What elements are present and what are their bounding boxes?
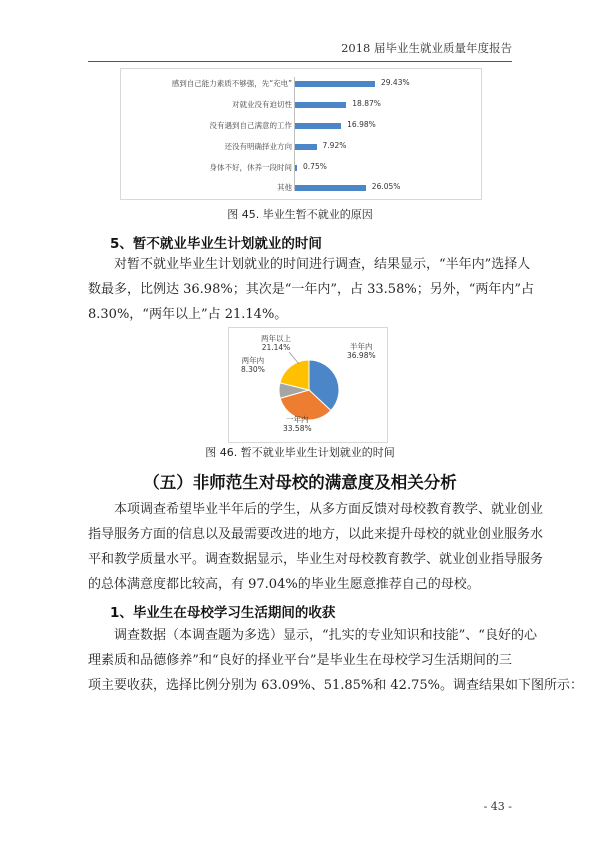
- figure-45-bar-chart: [120, 68, 482, 200]
- pie-label-name: 两年内: [241, 356, 265, 365]
- bar-value-label: 0.75%: [303, 162, 327, 171]
- paragraph-line: 本项调查希望毕业半年后的学生，从多方面反馈对母校教育教学、就业创业: [114, 502, 544, 517]
- bar-category-label: 没有遇到自己满意的工作: [209, 121, 292, 130]
- bar: [295, 102, 346, 108]
- section-1-heading: 1、毕业生在母校学习生活期间的收获: [110, 605, 336, 621]
- bar: [295, 123, 341, 129]
- bar-category-label: 其他: [277, 183, 292, 192]
- bar-row: [121, 119, 481, 135]
- paragraph-line: 项主要收获，选择比例分别为 63.09%、51.85%和 42.75%。调查结果如下图所示：: [88, 678, 583, 693]
- paragraph-line: 对暂不就业毕业生计划就业的时间进行调查，结果显示，“半年内”选择人: [114, 257, 531, 272]
- bar-row: [121, 140, 481, 156]
- figure-45-caption: 图 45. 毕业生暂不就业的原因: [227, 208, 373, 221]
- bar-value-label: 16.98%: [347, 120, 376, 129]
- bar-row: [121, 181, 481, 197]
- pie-label-name: 两年以上: [261, 334, 291, 343]
- paragraph-line: 平和教学质量水平。调查数据显示，毕业生对母校教育教学、就业创业指导服务: [88, 552, 544, 567]
- pie-label-name: 半年内: [350, 342, 373, 351]
- bar-value-label: 18.87%: [352, 99, 381, 108]
- bar-value-label: 7.92%: [322, 141, 347, 150]
- bar: [295, 144, 317, 150]
- bar-row: [121, 77, 481, 93]
- pie-label-value: 33.58%: [283, 424, 312, 433]
- bar-category-label: 还没有明确择业方向: [224, 142, 292, 151]
- bar-category-label: 身体不好，休养一段时间: [209, 163, 292, 172]
- header-title: 2018 届毕业生就业质量年度报告: [341, 41, 512, 55]
- section-5-heading: 5、暂不就业毕业生计划就业的时间: [110, 236, 322, 252]
- bar-row: [121, 98, 481, 114]
- page-number: - 43 -: [483, 800, 512, 813]
- bar: [295, 185, 366, 191]
- pie-label-two-years: [241, 356, 265, 374]
- pie-label-value: 36.98%: [347, 351, 376, 360]
- paragraph-line: 理素质和品德修养”和“良好的择业平台”是毕业生在母校学习生活期间的三: [88, 653, 512, 668]
- paragraph-line: 的总体满意度都比较高，有 97.04%的毕业生愿意推荐自己的母校。: [88, 577, 480, 592]
- section-5-paragraph: [88, 252, 534, 327]
- section-five-paragraph: [88, 497, 544, 597]
- bar-value-label: 26.05%: [371, 182, 401, 191]
- pie-label-value: 8.30%: [241, 365, 265, 374]
- paragraph-line: 数最多，比例达 36.98%；其次是“一年内”，占 33.58%；另外，“两年内”占: [88, 282, 534, 297]
- figure-46-pie-chart: [228, 327, 388, 443]
- bar-row: [121, 161, 481, 177]
- paragraph-line: 指导服务方面的信息以及最需要改进的地方，以此来提升母校的就业创业服务水: [88, 527, 544, 542]
- pie-leader-line: [289, 352, 299, 364]
- header-rule: [88, 61, 512, 62]
- pie-label-two-years-plus: [261, 334, 291, 352]
- section-1-paragraph: [88, 623, 583, 698]
- bar-category-label: 对就业没有迫切性: [232, 100, 292, 109]
- bar: [295, 81, 375, 87]
- bar-value-label: 29.43%: [381, 78, 410, 87]
- figure-46-caption: 图 46. 暂不就业毕业生计划就业的时间: [205, 446, 395, 459]
- bar: [295, 165, 297, 171]
- pie-label-one-year: [283, 415, 312, 433]
- section-five-heading: （五）非师范生对母校的满意度及相关分析: [143, 473, 457, 492]
- bar-category-label: 感到自己能力素质不够强，先“充电”: [171, 79, 292, 88]
- paragraph-line: 8.30%，“两年以上”占 21.14%。: [88, 307, 288, 322]
- pie-label-name: 一年内: [286, 415, 309, 424]
- paragraph-line: 调查数据（本调查题为多选）显示，“扎实的专业知识和技能”、“良好的心: [114, 628, 537, 643]
- pie-label-value: 21.14%: [261, 343, 291, 352]
- pie-label-half-year: [347, 342, 376, 360]
